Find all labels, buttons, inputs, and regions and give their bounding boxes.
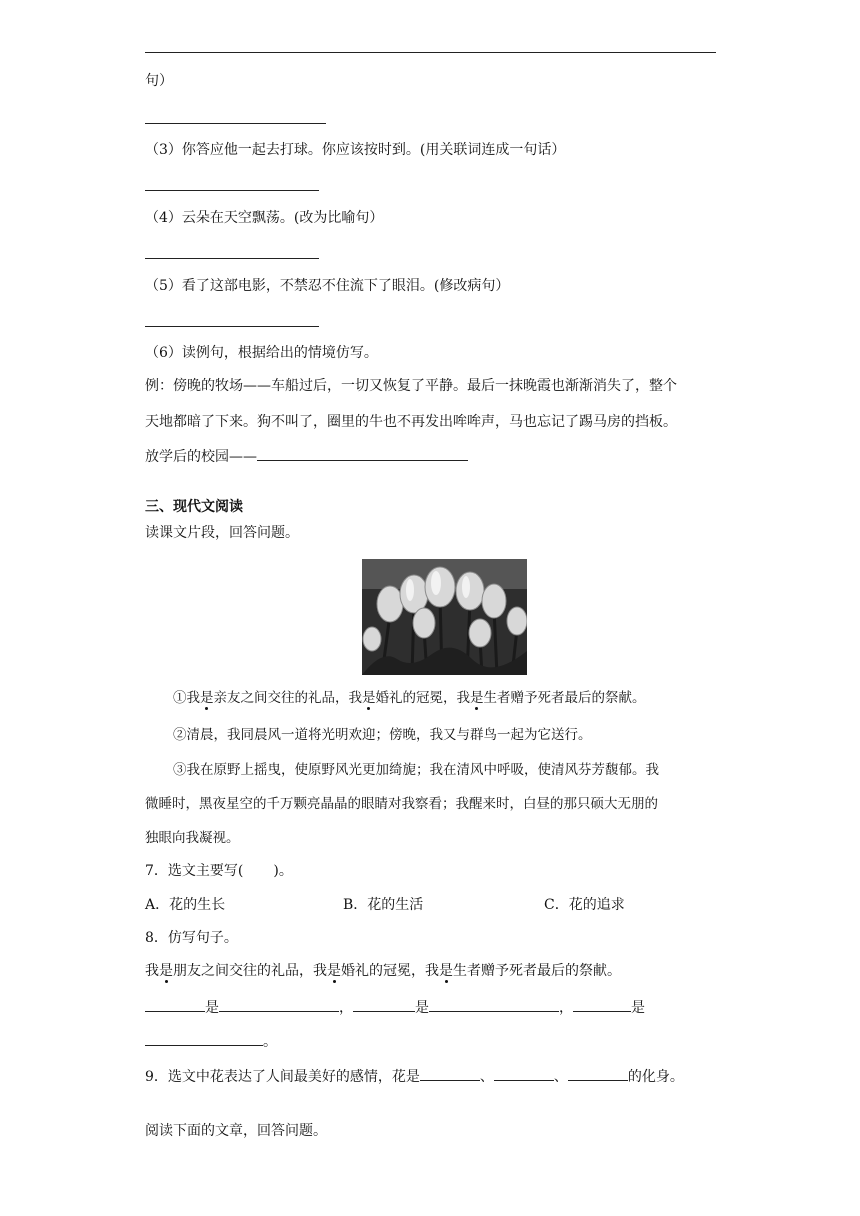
answer-line-5[interactable] — [145, 326, 319, 327]
final-instruction: 阅读下面的文章，回答问题。 — [145, 1123, 327, 1139]
example-line-2: 天地都暗了下来。狗不叫了，圈里的牛也不再发出哞哞声，马也忘记了踢马房的挡板。 — [145, 414, 677, 430]
q9-sep-2: 、 — [553, 1069, 568, 1085]
p1-dotted-3: 是 — [470, 690, 484, 706]
q8-is-2: 是 — [415, 1000, 429, 1016]
p1-mid-1: 亲友之间交往的礼品，我 — [213, 690, 362, 706]
q8-blank-1[interactable] — [145, 997, 205, 1012]
p1-after: 生者赠予死者最后的祭献。 — [483, 690, 646, 706]
q7-option-a[interactable]: A．花的生长 — [145, 897, 226, 913]
q8-dotted-1: 是 — [159, 963, 173, 979]
question-6: （6）读例句，根据给出的情境仿写。 — [145, 345, 378, 361]
q8-before: 我 — [145, 963, 159, 979]
q8-is-1: 是 — [205, 1000, 219, 1016]
q9-blank-1[interactable] — [420, 1066, 480, 1081]
school-prompt — [145, 446, 468, 467]
school-answer-blank[interactable] — [257, 446, 468, 461]
passage-paragraph-3-line-1: ③我在原野上摇曳，使原野风光更加绮旎；我在清风中呼吸，使清风芬芳馥郁。我 — [173, 762, 659, 778]
q8-after: 生者赠予死者最后的祭献。 — [453, 963, 621, 979]
top-divider — [145, 52, 716, 53]
question-4: （4）云朵在天空飘荡。(改为比喻句） — [145, 210, 384, 226]
passage-paragraph-1 — [173, 688, 646, 708]
q9-sep-1: 、 — [479, 1069, 494, 1085]
tulip-photo — [362, 559, 527, 675]
question-3: （3）你答应他一起去打球。你应该按时到。(用关联词连成一句话） — [145, 142, 566, 158]
example-line-1: 例：傍晚的牧场——车船过后，一切又恢复了平静。最后一抹晚霞也渐渐消失了，整个 — [145, 378, 677, 394]
passage-paragraph-3-line-2: 微睡时，黑夜星空的千万颗亮晶晶的眼睛对我察看；我醒来时，白昼的那只硕大无朋的 — [145, 796, 658, 812]
school-prompt-label: 放学后的校园—— — [145, 449, 257, 465]
q8-is-3: 是 — [631, 1000, 645, 1016]
answer-line-2[interactable] — [145, 123, 326, 124]
p1-dotted-1: 是 — [200, 690, 214, 706]
question-2-fragment: 句） — [145, 73, 173, 89]
question-7 — [145, 861, 293, 881]
q8-comma-2: ， — [559, 1000, 573, 1016]
q8-blank-5[interactable] — [573, 997, 631, 1012]
q8-answer-line-1 — [145, 997, 645, 1018]
q8-dotted-3: 是 — [439, 963, 453, 979]
q8-model-sentence — [145, 961, 621, 981]
q9-after: 的化身。 — [627, 1069, 684, 1085]
question-5: （5）看了这部电影，不禁忍不住流下了眼泪。(修改病句） — [145, 278, 510, 294]
answer-line-4[interactable] — [145, 258, 319, 259]
passage-paragraph-2: ②清晨，我同晨风一道将光明欢迎；傍晚，我又与群鸟一起为它送行。 — [173, 727, 592, 743]
section-3-instruction: 读课文片段，回答问题。 — [145, 525, 299, 541]
question-8: 8．仿写句子。 — [145, 930, 238, 946]
q8-answer-line-2 — [145, 1031, 277, 1052]
q8-blank-3[interactable] — [353, 997, 415, 1012]
q8-period: 。 — [263, 1034, 277, 1050]
q9-blank-2[interactable] — [494, 1066, 554, 1081]
answer-line-3[interactable] — [145, 190, 319, 191]
p1-before: ①我 — [173, 690, 200, 706]
tulip-image — [362, 559, 527, 675]
section-3-heading: 三、现代文阅读 — [145, 499, 243, 515]
q8-blank-6[interactable] — [145, 1031, 263, 1046]
q9-blank-3[interactable] — [568, 1066, 628, 1081]
q8-mid-2: 婚礼的冠冕，我 — [341, 963, 439, 979]
q7-stem-before: 7．选文主要写( — [145, 863, 244, 879]
q7-option-c[interactable]: C．花的追求 — [544, 897, 625, 913]
q7-option-b[interactable]: B．花的生活 — [343, 897, 424, 913]
q8-blank-2[interactable] — [219, 997, 339, 1012]
passage-paragraph-3-line-3: 独眼向我凝视。 — [145, 830, 240, 846]
q7-stem-after: )。 — [273, 863, 293, 879]
q8-comma-1: ， — [339, 1000, 353, 1016]
q9-before: 9．选文中花表达了人间最美好的感情，花是 — [145, 1069, 420, 1085]
q8-dotted-2: 是 — [327, 963, 341, 979]
question-9 — [145, 1066, 684, 1087]
q8-blank-4[interactable] — [429, 997, 559, 1012]
p1-mid-2: 婚礼的冠冕，我 — [375, 690, 470, 706]
q8-mid-1: 朋友之间交往的礼品，我 — [173, 963, 327, 979]
p1-dotted-2: 是 — [362, 690, 376, 706]
